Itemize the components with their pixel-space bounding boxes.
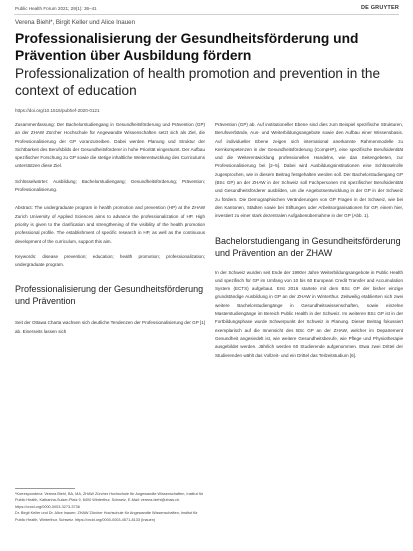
footnote-rule [15,488,75,489]
footnote-coauthors: Dr. Birgit Keller und Dr. Alice Inauen: ZHAW Zürcher Hochschule für Angewandte Wissenschaften, Institut für Public Health, Winterthur, Schweiz. https://orcid.org/0000-0003-4571-8133 (Inauen) [15,511,198,522]
title-german: Professionalisierung der Gesundheitsförderung und Prävention über Ausbildung fördern [15,31,359,63]
doi-link[interactable]: https://doi.org/10.1515/pubhef-2020-0121 [15,108,100,113]
header-rule [14,14,399,15]
right-column [215,121,403,367]
footnote-correspondence: *Korrespondenz: Verena Biehl, BA, MA, ZHAW Zürcher Hochschule für Angewandte Wissenschaften, Institut für Public Health, Katharina-Sulzer-Platz 9, 8400 Winterthur, Schweiz, E-Mail: verena.biehl@zhaw.ch. https://orcid.org/0000-0003-3273-3736 [15,492,204,509]
section-heading-professionalisierung: Professionalisierung der Gesundheitsförderung und Prävention [15,284,204,307]
right-paragraph-1: Prävention (GP) ab. Auf institutioneller Ebene sind dies zum Beispiel spezifische Strukturen, Berufsverbände, Aus- und Weiterbildungsangebote sowie den Aufbau einer Wissensbasis. Auf individueller Ebene zeigen sich international anerkannte Rahmenmodelle zu Kernkompetenzen in der Gesundheitsförderung (CompHP), eine spezifische Berufsidentität und die Weiterentwicklung professionellen Handelns, wie das Seitengebeten, zur Professionalisierung bei [2–5]. Dabei wird Ausbildungsinstitutionen eine Schlüsselrolle zugesprochen, wie in diesem Beitrag festgehalten werden soll. Der Bachelorstudiengang GP (BSc GP) an der ZHAW in der Schweiz soll Fachpersonen mit spezifischer Berufsidentität und Gesundheitsförderer ausbilden, um die Angebotsentwicklung in der GP in der Schweiz zu fördern. Die Demographischen Veränderungen von GP Fragen in der Schweiz, wie bei den Kantonen, Städten sowie bei Stiftungen oder Arbeitsorganisationen für GP, einem hier, investiert zu einer stark dezentralen Aufgabenübernahme in der GP (Abb. 1). [215,122,403,219]
title-english: Professionalization of health promotion and prevention in the context of education [15,66,381,98]
schluesselwoerter: Schlüsselwörter: Ausbildung; Bachelorstudiengang; Gesundheitsförderung; Prävention; Professionalisierung. [15,178,205,193]
footnotes [15,491,205,523]
left-column [15,121,205,343]
right-paragraph-2: In der Schweiz wurden seit Ende der 1990er Jahre Weiterbildungsangebote in Public Health und spezifisch für GP im Umfang von 10 bis 60 European Credit Transfer and Accumulation System (ECTS) aufgebaut. Erst 2016 startete mit dem BSc GP der bisher einzige grundständige Ausbildung in GP an der ZHAW in Winterthur. Zeitweilig etablierten sich zwei weitere Bachelorstudiengänge in Gesundheitswissenschaften, sowie einzelne Masterstudiengänge im Bereich Public Health in der Schweiz. Im weiteren BSc GP ist in der Fortbildungsphase wurde Schwerpunkt der Schweiz in Planung. Dieser Beitrag fokussiert exemplarisch auf die Innensicht des BSc GP an der ZHAW, welcher im Departement Gesundheit angesiedelt ist, wie weitere Gesundheitsberufe, wie Pflege und Physiotherapie ausgebildet werden. Jährlich werden 60 Studierende aufgenommen. Etwa zwei Drittel der Studierenden wählt das Vollzeit- und ein Drittel das Teilzeitstudium [6]. [215,269,403,358]
intro-paragraph: Seit der Ottawa Charta wachsen sich deutliche Tendenzen der Professionalisierung der GP [1] ab. Einerseits lassen sich [15,320,205,334]
abstract: Abstract: The undergraduate program in health promotion and prevention (HP) at the ZHAW Zurich University of Applied Sciences aims to advance the professionalization of HP. High priority is given to the clarification and strengthening of the visibility of the health promotion professional profile. The establishment of specific research in HP, as well as the continuous development of the curriculum, support this aim. [15,205,205,244]
authors: Verena Biehl*, Birgit Keller und Alice Inauen [15,19,136,26]
publisher-logo: DE GRUYTER [360,5,399,11]
section-heading-bachelor: Bachelorstudiengang in Gesundheitsförderung und Prävention an der ZHAW [215,235,401,258]
zusammenfassung: Zusammenfassung: Der Bachelorstudiengang in Gesundheitsförderung und Prävention (GP) an der ZHAW Zürcher Hochschule für Angewandte Wissenschaften setzt sich als Ziel, die Professionalisierung der GP voranzutreiben. Dabei werden Planung und Struktur der Sichtbarkeit des Berufsbilds der Gesundheitsförderer in hohe Priorität eingeräumt. Der Aufbau spezifischer Forschung zu GP sowie die stetige inhaltliche Weiterentwicklung des Curriculums unterstützen diese Ziel. [15,122,205,169]
keywords: Keywords: disease prevention; education; health promotion; professionalization; undergraduate program. [15,253,205,268]
journal-reference: Public Health Forum 2021; 29(1): 36–41 [15,6,97,11]
